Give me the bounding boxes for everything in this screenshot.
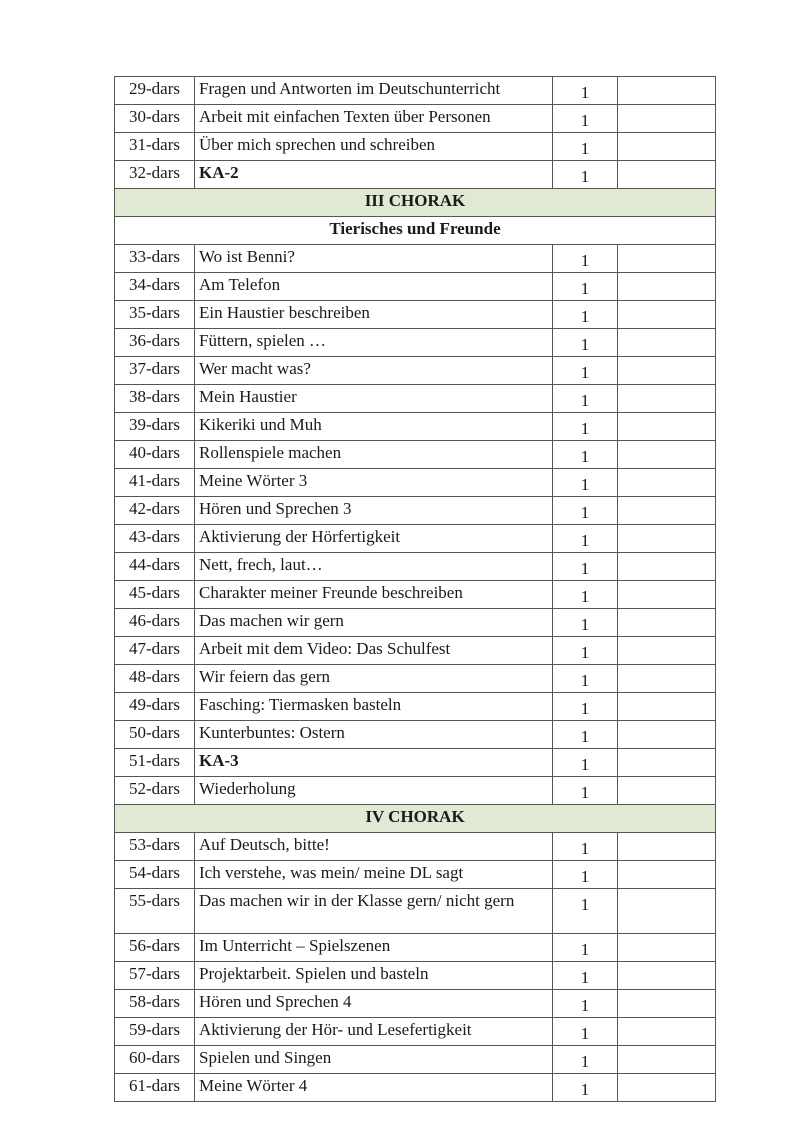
lesson-notes-cell [618, 1018, 716, 1046]
lesson-notes-cell [618, 385, 716, 413]
lesson-notes-cell [618, 161, 716, 189]
quarter-header-row [115, 805, 716, 833]
lesson-number: 58-dars [115, 990, 195, 1018]
lesson-hours-cell [553, 990, 618, 1018]
lesson-notes-cell [618, 1046, 716, 1074]
lesson-topic: Kikeriki und Muh [195, 413, 553, 441]
lesson-hours-cell [553, 385, 618, 413]
lesson-hours-cell [553, 934, 618, 962]
lesson-number: 29-dars [115, 77, 195, 105]
lesson-hours-cell [553, 777, 618, 805]
lesson-hours-cell [553, 105, 618, 133]
lesson-hours-cell [553, 1074, 618, 1102]
lesson-notes-cell [618, 721, 716, 749]
lesson-topic: KA-3 [195, 749, 553, 777]
lesson-hours-cell [553, 497, 618, 525]
lesson-hours: 1 [580, 940, 590, 959]
lesson-hours-cell [553, 749, 618, 777]
lesson-number: 42-dars [115, 497, 195, 525]
lesson-number: 40-dars [115, 441, 195, 469]
lesson-number: 39-dars [115, 413, 195, 441]
lesson-number: 35-dars [115, 301, 195, 329]
lesson-hours-cell [553, 133, 618, 161]
lesson-notes-cell [618, 581, 716, 609]
lesson-hours-cell [553, 693, 618, 721]
lesson-hours: 1 [580, 783, 590, 802]
lesson-hours-cell [553, 329, 618, 357]
lesson-topic: Mein Haustier [195, 385, 553, 413]
lesson-hours-cell [553, 581, 618, 609]
lesson-notes-cell [618, 273, 716, 301]
lesson-plan-body [115, 77, 716, 1102]
lesson-hours: 1 [580, 755, 590, 774]
lesson-hours: 1 [580, 559, 590, 578]
table-row [115, 413, 716, 441]
table-row [115, 665, 716, 693]
lesson-notes-cell [618, 469, 716, 497]
lesson-hours: 1 [580, 643, 590, 662]
lesson-hours: 1 [580, 1052, 590, 1071]
lesson-notes-cell [618, 637, 716, 665]
lesson-topic: Ich verstehe, was mein/ meine DL sagt [195, 861, 553, 889]
lesson-notes-cell [618, 413, 716, 441]
lesson-hours: 1 [580, 968, 590, 987]
lesson-topic: Am Telefon [195, 273, 553, 301]
lesson-hours: 1 [580, 867, 590, 886]
lesson-hours-cell [553, 1018, 618, 1046]
table-row [115, 357, 716, 385]
lesson-notes-cell [618, 105, 716, 133]
table-row [115, 833, 716, 861]
lesson-notes-cell [618, 77, 716, 105]
lesson-notes-cell [618, 553, 716, 581]
lesson-topic: Wer macht was? [195, 357, 553, 385]
table-row [115, 581, 716, 609]
table-row [115, 497, 716, 525]
lesson-number: 61-dars [115, 1074, 195, 1102]
lesson-topic: Das machen wir in der Klasse gern/ nicht gern [195, 889, 553, 934]
lesson-topic: Projektarbeit. Spielen und basteln [195, 962, 553, 990]
table-row [115, 693, 716, 721]
lesson-topic: Fragen und Antworten im Deutschunterricht [195, 77, 553, 105]
table-row [115, 161, 716, 189]
table-row [115, 105, 716, 133]
lesson-number: 46-dars [115, 609, 195, 637]
table-row [115, 553, 716, 581]
lesson-hours: 1 [580, 615, 590, 634]
lesson-number: 47-dars [115, 637, 195, 665]
lesson-number: 30-dars [115, 105, 195, 133]
lesson-hours: 1 [580, 83, 590, 102]
lesson-hours-cell [553, 861, 618, 889]
quarter-title: IV CHORAK [115, 805, 716, 833]
quarter-title: III CHORAK [115, 189, 716, 217]
lesson-notes-cell [618, 441, 716, 469]
lesson-notes-cell [618, 525, 716, 553]
lesson-number: 50-dars [115, 721, 195, 749]
lesson-hours: 1 [580, 587, 590, 606]
lesson-number: 51-dars [115, 749, 195, 777]
lesson-topic: Nett, frech, laut… [195, 553, 553, 581]
lesson-number: 44-dars [115, 553, 195, 581]
lesson-hours-cell [553, 245, 618, 273]
lesson-notes-cell [618, 962, 716, 990]
lesson-plan-table [114, 76, 716, 1102]
lesson-hours: 1 [580, 391, 590, 410]
lesson-topic: Arbeit mit dem Video: Das Schulfest [195, 637, 553, 665]
lesson-topic: Auf Deutsch, bitte! [195, 833, 553, 861]
table-row [115, 637, 716, 665]
lesson-number: 45-dars [115, 581, 195, 609]
lesson-number: 56-dars [115, 934, 195, 962]
lesson-hours: 1 [580, 111, 590, 130]
lesson-notes-cell [618, 749, 716, 777]
lesson-hours-cell [553, 609, 618, 637]
lesson-topic: Meine Wörter 3 [195, 469, 553, 497]
lesson-topic: Wir feiern das gern [195, 665, 553, 693]
lesson-topic: Das machen wir gern [195, 609, 553, 637]
lesson-topic: Füttern, spielen … [195, 329, 553, 357]
table-row [115, 441, 716, 469]
table-row [115, 245, 716, 273]
lesson-notes-cell [618, 609, 716, 637]
lesson-notes-cell [618, 693, 716, 721]
lesson-hours-cell [553, 469, 618, 497]
lesson-number: 37-dars [115, 357, 195, 385]
lesson-hours: 1 [580, 1024, 590, 1043]
lesson-number: 31-dars [115, 133, 195, 161]
lesson-notes-cell [618, 497, 716, 525]
lesson-notes-cell [618, 889, 716, 934]
lesson-notes-cell [618, 833, 716, 861]
lesson-number: 57-dars [115, 962, 195, 990]
lesson-topic: Spielen und Singen [195, 1046, 553, 1074]
lesson-hours: 1 [580, 727, 590, 746]
lesson-hours: 1 [580, 167, 590, 186]
table-row [115, 1018, 716, 1046]
lesson-number: 43-dars [115, 525, 195, 553]
lesson-hours: 1 [580, 139, 590, 158]
lesson-hours: 1 [580, 419, 590, 438]
table-row [115, 934, 716, 962]
lesson-topic: Ein Haustier beschreiben [195, 301, 553, 329]
lesson-notes-cell [618, 301, 716, 329]
lesson-number: 53-dars [115, 833, 195, 861]
lesson-topic: Hören und Sprechen 4 [195, 990, 553, 1018]
table-row [115, 301, 716, 329]
table-row [115, 609, 716, 637]
theme-header-row [115, 217, 716, 245]
table-row [115, 1074, 716, 1102]
lesson-hours-cell [553, 721, 618, 749]
table-row [115, 133, 716, 161]
lesson-notes-cell [618, 934, 716, 962]
lesson-topic: Fasching: Tiermasken basteln [195, 693, 553, 721]
lesson-topic: Über mich sprechen und schreiben [195, 133, 553, 161]
lesson-number: 60-dars [115, 1046, 195, 1074]
lesson-topic: Wiederholung [195, 777, 553, 805]
lesson-hours-cell [553, 637, 618, 665]
theme-title: Tierisches und Freunde [115, 217, 716, 245]
lesson-topic: Charakter meiner Freunde beschreiben [195, 581, 553, 609]
table-row [115, 861, 716, 889]
lesson-number: 49-dars [115, 693, 195, 721]
lesson-topic: Meine Wörter 4 [195, 1074, 553, 1102]
lesson-number: 48-dars [115, 665, 195, 693]
lesson-hours: 1 [580, 503, 590, 522]
lesson-hours: 1 [580, 363, 590, 382]
lesson-hours-cell [553, 77, 618, 105]
lesson-notes-cell [618, 665, 716, 693]
lesson-hours: 1 [580, 251, 590, 270]
lesson-hours: 1 [580, 895, 590, 914]
lesson-hours: 1 [580, 307, 590, 326]
lesson-number: 38-dars [115, 385, 195, 413]
lesson-notes-cell [618, 990, 716, 1018]
lesson-number: 55-dars [115, 889, 195, 934]
lesson-hours-cell [553, 161, 618, 189]
table-row [115, 469, 716, 497]
lesson-topic: KA-2 [195, 161, 553, 189]
table-row [115, 273, 716, 301]
lesson-hours: 1 [580, 447, 590, 466]
lesson-topic: Im Unterricht – Spielszenen [195, 934, 553, 962]
lesson-notes-cell [618, 1074, 716, 1102]
lesson-hours: 1 [580, 996, 590, 1015]
lesson-number: 41-dars [115, 469, 195, 497]
table-row [115, 777, 716, 805]
lesson-hours-cell [553, 413, 618, 441]
lesson-notes-cell [618, 777, 716, 805]
lesson-hours-cell [553, 357, 618, 385]
lesson-topic: Rollenspiele machen [195, 441, 553, 469]
lesson-hours-cell [553, 1046, 618, 1074]
quarter-header-row [115, 189, 716, 217]
lesson-hours: 1 [580, 475, 590, 494]
lesson-hours-cell [553, 665, 618, 693]
lesson-topic: Aktivierung der Hör- und Lesefertigkeit [195, 1018, 553, 1046]
table-row [115, 962, 716, 990]
lesson-number: 33-dars [115, 245, 195, 273]
lesson-hours-cell [553, 525, 618, 553]
lesson-number: 59-dars [115, 1018, 195, 1046]
lesson-notes-cell [618, 329, 716, 357]
lesson-hours-cell [553, 833, 618, 861]
table-row [115, 889, 716, 934]
table-row [115, 525, 716, 553]
lesson-hours: 1 [580, 279, 590, 298]
lesson-number: 32-dars [115, 161, 195, 189]
lesson-notes-cell [618, 133, 716, 161]
lesson-topic: Arbeit mit einfachen Texten über Personen [195, 105, 553, 133]
lesson-hours-cell [553, 273, 618, 301]
table-row [115, 749, 716, 777]
table-row [115, 385, 716, 413]
table-row [115, 721, 716, 749]
lesson-number: 36-dars [115, 329, 195, 357]
lesson-hours: 1 [580, 531, 590, 550]
table-row [115, 329, 716, 357]
lesson-notes-cell [618, 245, 716, 273]
lesson-hours-cell [553, 553, 618, 581]
lesson-topic: Wo ist Benni? [195, 245, 553, 273]
lesson-topic: Hören und Sprechen 3 [195, 497, 553, 525]
table-row [115, 1046, 716, 1074]
lesson-number: 54-dars [115, 861, 195, 889]
lesson-hours-cell [553, 962, 618, 990]
lesson-hours-cell [553, 889, 618, 934]
table-row [115, 77, 716, 105]
lesson-topic: Kunterbuntes: Ostern [195, 721, 553, 749]
lesson-hours: 1 [580, 335, 590, 354]
lesson-hours-cell [553, 301, 618, 329]
lesson-hours: 1 [580, 1080, 590, 1099]
lesson-number: 34-dars [115, 273, 195, 301]
lesson-hours-cell [553, 441, 618, 469]
lesson-topic: Aktivierung der Hörfertigkeit [195, 525, 553, 553]
lesson-notes-cell [618, 357, 716, 385]
lesson-hours: 1 [580, 699, 590, 718]
lesson-hours: 1 [580, 671, 590, 690]
lesson-hours: 1 [580, 839, 590, 858]
lesson-notes-cell [618, 861, 716, 889]
table-row [115, 990, 716, 1018]
lesson-number: 52-dars [115, 777, 195, 805]
